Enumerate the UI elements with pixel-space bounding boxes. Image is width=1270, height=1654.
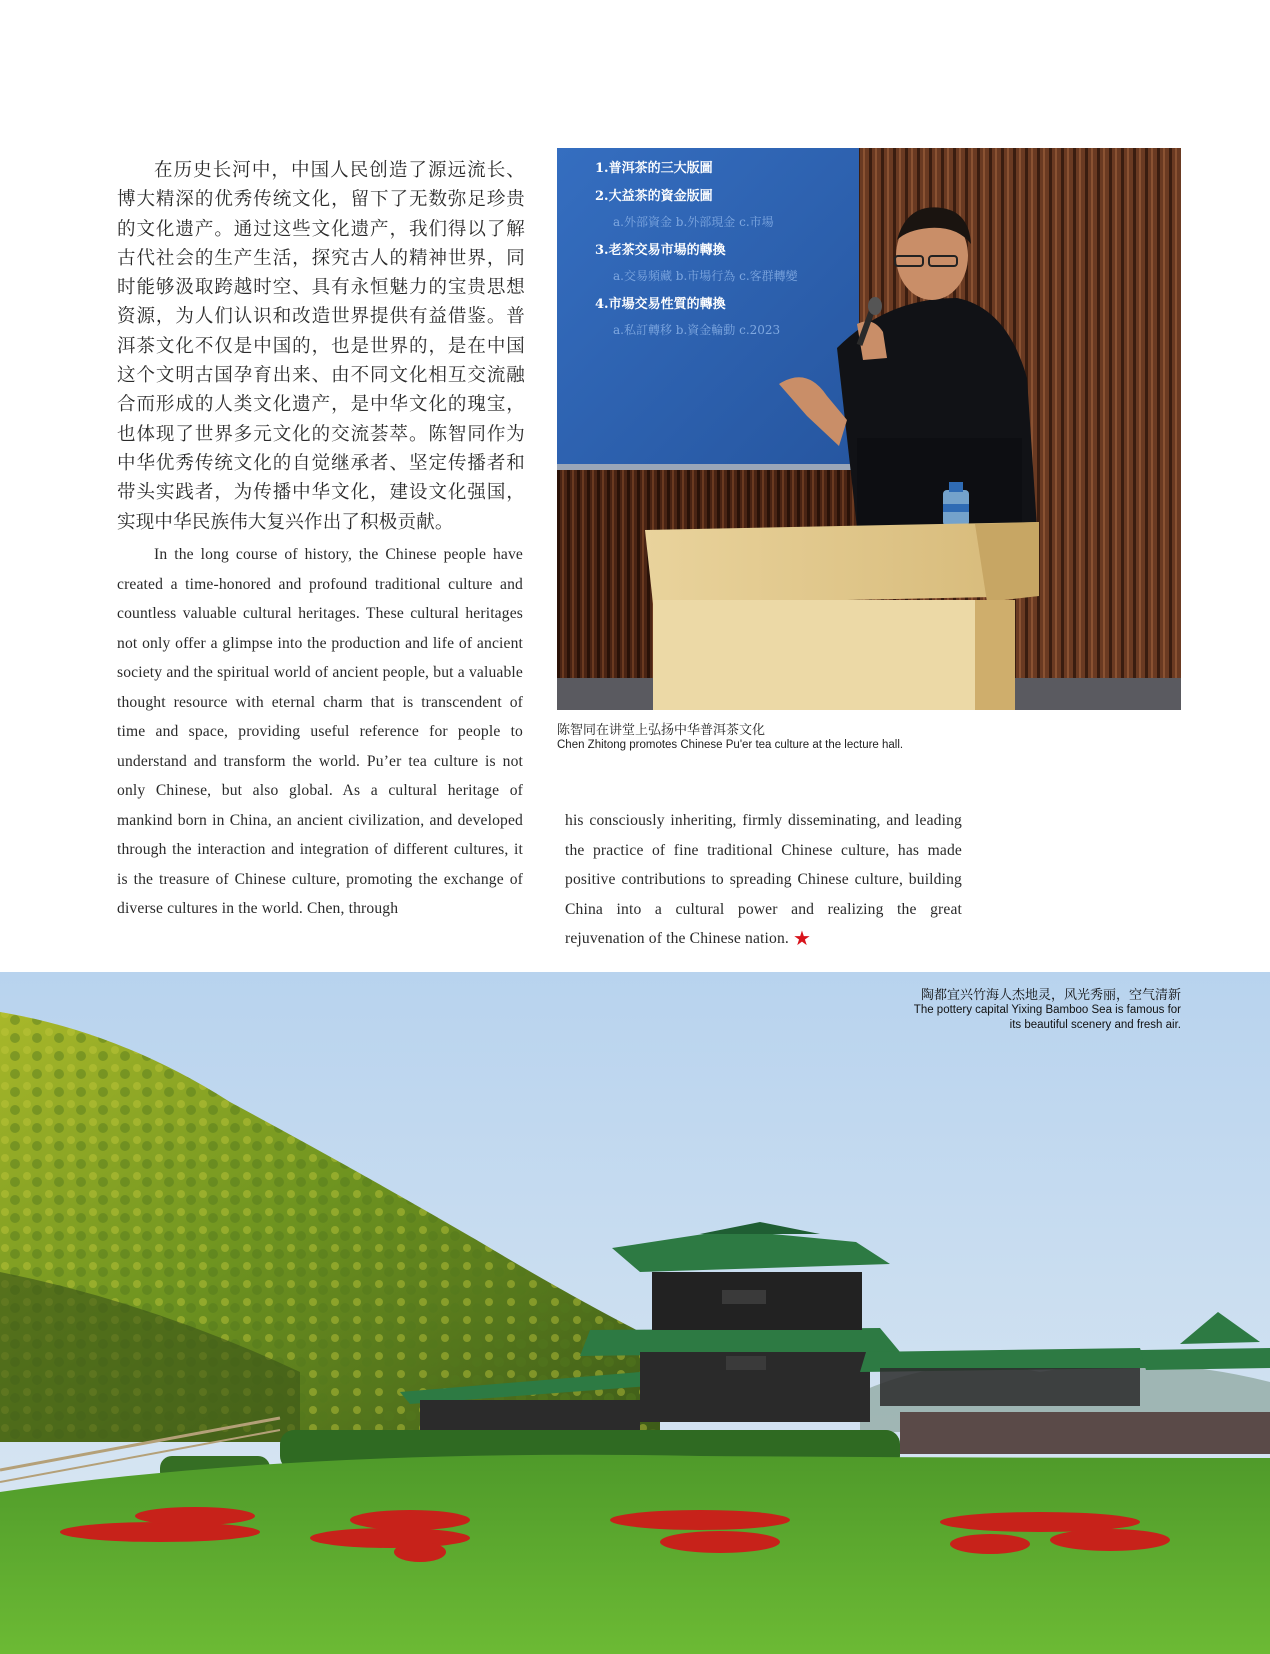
lecture-photo	[557, 148, 1181, 710]
slide-line-3: a.外部資金 b.外部現金 c.市場	[613, 215, 774, 229]
bamboo-sea-photo	[0, 972, 1270, 1654]
slide-line-6: 4.市場交易性質的轉換	[595, 297, 726, 312]
landscape-caption-zh: 陶都宜兴竹海人杰地灵，风光秀丽，空气清新	[920, 987, 1181, 1002]
landscape-caption-en-line2: its beautiful scenery and fresh air.	[1009, 1019, 1181, 1031]
english-body-paragraph-part2	[565, 806, 962, 954]
slide-line-4: 3.老茶交易市場的轉換	[595, 243, 726, 258]
slide-line-1: 1.普洱茶的三大版圖	[595, 161, 713, 176]
lecture-caption-en: Chen Zhitong promotes Chinese Pu'er tea culture at the lecture hall.	[557, 739, 904, 751]
slide-line-2: 2.大益茶的資金版圖	[595, 189, 713, 204]
podium	[645, 522, 1039, 710]
slide-line-7: a.私訂轉移 b.資金輪動 c.2023	[613, 323, 781, 337]
lecture-photo-caption	[557, 722, 1181, 753]
slide-line-5: a.交易頻藏 b.市場行為 c.客群轉變	[613, 269, 798, 283]
chinese-body-paragraph: 在历史长河中，中国人民创造了源远流长、博大精深的优秀传统文化，留下了无数弥足珍贵的文化遗产。通过这些文化遗产，我们得以了解古代社会的生产生活，探究古人的精神世界，同时能够汲取跨越时空、具有永恒魅力的宝贵思想资源，为人们认识和改造世界提供有益借鉴。普洱茶文化不仅是中国的，也是世界的，是在中国这个文明古国孕育出来、由不同文化相互交流融合而形成的人类文化遗产，是中华文化的瑰宝，也体现了世界多元文化的交流荟萃。陈智同作为中华优秀传统文化的自觉继承者、坚定传播者和带头实践者，为传播中华文化，建设文化强国，实现中华民族伟大复兴作出了积极贡献。	[117, 160, 525, 533]
english-body-paragraph-part1: In the long course of history, the Chinese people have created a time-honored and profound traditional culture and countless valuable cultural heritages. These cultural heritages not only offer a glimpse into the production and life of ancient society and the spiritual world of ancient people, but a valuable thought resource with eternal charm that is transcendent of time and space, providing useful reference for people to understand and transform the world. Pu’er tea culture is not only Chinese, but also global. As a cultural heritage of mankind born in China, an ancient civilization, and developed through the interaction and integration of different cultures, it is the treasure of Chinese culture, promoting the exchange of diverse cultures in the world. Chen, through	[117, 546, 523, 917]
landscape-photo-caption	[914, 986, 1181, 1033]
lecture-caption-zh: 陈智同在讲堂上弘扬中华普洱茶文化	[557, 722, 766, 737]
landscape-caption-en-line1: The pottery capital Yixing Bamboo Sea is famous for	[913, 1004, 1181, 1016]
english-body-text: his consciously inheriting, firmly disseminating, and leading the practice of fine traditional Chinese culture, has made positive contributions to spreading Chinese culture, building China into a cultural power and realizing the great rejuvenation of the Chinese nation.	[565, 812, 962, 947]
end-star-icon: ★	[792, 928, 812, 950]
